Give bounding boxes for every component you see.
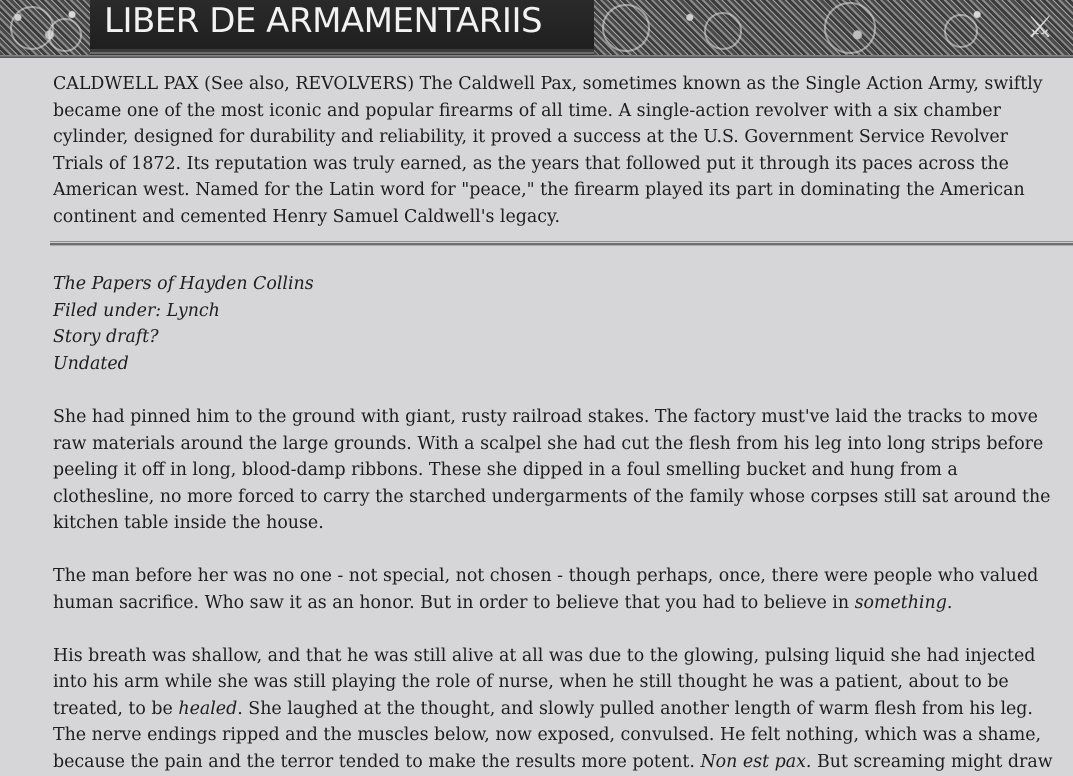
ornament-right bbox=[594, 0, 1073, 58]
section-divider bbox=[50, 241, 1073, 247]
story-text: But screaming might draw bbox=[811, 751, 1053, 772]
story-emphasis: Non est pax. bbox=[700, 751, 812, 772]
meta-source: The Papers of Hayden Collins bbox=[53, 274, 314, 294]
header-banner bbox=[0, 0, 1073, 58]
story-paragraph-3 bbox=[53, 643, 1063, 776]
header-rule bbox=[0, 55, 1073, 58]
title-plate bbox=[90, 0, 594, 54]
entry-text: CALDWELL PAX (See also, REVOLVERS) The Caldwell Pax, sometimes known as the Single Action Army, swiftly became one of the most iconic and popular firearms of all time. A single-action revolver with a six chamber cylinder, designed for durability and reliability, it proved a success at the U.S. Government Service Revolver Trials of 1872. Its reputation was truly earned, as the years that followed put it through its paces across the American west. Named for the Latin word for "peace," the firearm played its part in dominating the American continent and cemented Henry Samuel Caldwell's legacy. bbox=[53, 74, 1043, 227]
story-emphasis: something bbox=[854, 592, 947, 613]
meta-date: Undated bbox=[53, 353, 129, 374]
crossed-swords-icon: ⚔ bbox=[1026, 10, 1054, 45]
meta-type: Story draft? bbox=[53, 327, 159, 347]
story-paragraph-1: She had pinned him to the ground with giant, rusty railroad stakes. The factory must've laid the tracks to move raw materials around the large grounds. With a scalpel she had cut the flesh from his leg into long strips before peeling it off in long, blood-damp ribbons. These she dipped in a foul smelling bucket and hung from a clothesline, no more forced to carry the starched undergarments of the family whose corpses still sat around the kitchen table inside the house. bbox=[53, 407, 1051, 533]
story-text: . She laughed at the thought, and slowly pulled another length of warm flesh from his leg. The nerve endings ripped and the muscles below, now exposed, convulsed. He felt nothing, which was a shame, because the pain and the terror tended to make the results more potent. bbox=[53, 698, 1042, 772]
story-paragraph-2 bbox=[53, 563, 1063, 616]
meta-filed-under: Filed under: Lynch bbox=[53, 300, 220, 321]
story-text: The man before her was no one - not special, not chosen - though perhaps, once, there were people who valued human sacrifice. Who saw it as an honor. But in order to believe that you had to believe in bbox=[53, 566, 1039, 613]
ornament-left bbox=[0, 0, 90, 58]
encyclopedia-entry bbox=[53, 71, 1058, 230]
story-text: His breath was shallow, and that he was still alive at all was due to the glowing, pulsing liquid she had injected into his arm while she was still playing the role of nurse, when he still thought he was a patient, about to be treated, to be bbox=[53, 645, 1036, 719]
story-body bbox=[53, 404, 1063, 776]
story-text: . bbox=[946, 592, 953, 613]
story-emphasis: healed bbox=[178, 698, 238, 719]
document-meta bbox=[53, 271, 853, 377]
page-title: LIBER DE ARMAMENTARIIS bbox=[104, 1, 543, 41]
